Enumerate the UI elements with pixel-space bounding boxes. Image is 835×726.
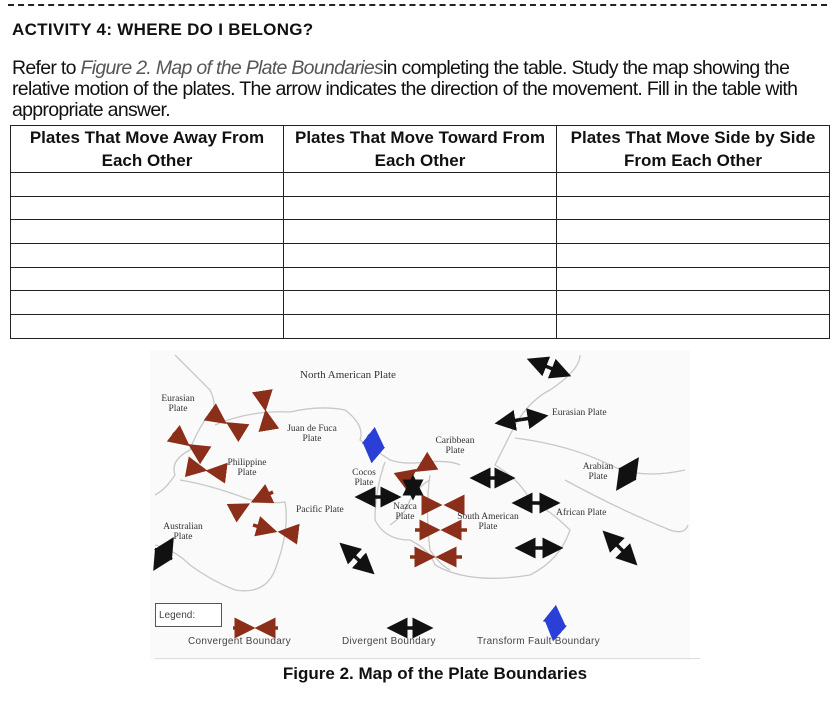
label-cocos: Cocos Plate: [352, 468, 376, 488]
label-north-american: North American Plate: [300, 369, 396, 381]
answer-cell[interactable]: [557, 291, 830, 315]
label-eurasian-right: Eurasian Plate: [552, 408, 607, 418]
legend-divergent: Divergent Boundary: [342, 636, 436, 647]
convergent-arrow-icon: [254, 492, 273, 501]
answer-cell[interactable]: [11, 315, 284, 339]
transform-arrow-icon: [368, 435, 382, 446]
answer-cell[interactable]: [284, 315, 557, 339]
convergent-arrow-icon: [229, 424, 242, 432]
label-arabian: Arabian Plate: [582, 462, 614, 482]
header-toward: Plates That Move Toward From Each Other: [284, 126, 557, 173]
convergent-arrow-icon: [173, 433, 187, 444]
convergent-arrow-icon: [418, 465, 426, 470]
label-african: African Plate: [556, 508, 607, 518]
answer-cell[interactable]: [557, 267, 830, 291]
answer-cell[interactable]: [557, 196, 830, 220]
divergent-arrow-icon: [605, 533, 620, 548]
map-drawing: [150, 350, 690, 660]
label-caribbean: Caribbean Plate: [435, 436, 475, 456]
answer-cell[interactable]: [11, 173, 284, 197]
legend-title: Legend:: [155, 603, 222, 627]
divergent-arrow-icon: [498, 420, 522, 424]
answer-cell[interactable]: [11, 244, 284, 268]
label-australian: Australian Plate: [163, 522, 203, 542]
legend-convergent: Convergent Boundary: [188, 636, 291, 647]
legend-transform: Transform Fault Boundary: [477, 636, 600, 647]
answer-table: [10, 125, 830, 339]
table-row: [11, 315, 830, 339]
answer-cell[interactable]: [11, 220, 284, 244]
divergent-arrow-icon: [155, 554, 164, 568]
transform-arrow-icon: [553, 616, 563, 624]
convergent-arrow-icon: [263, 395, 265, 408]
divergent-arrow-icon: [164, 540, 173, 554]
figure-caption: Figure 2. Map of the Plate Boundaries: [282, 664, 588, 683]
table-row: [11, 267, 830, 291]
convergent-arrow-icon: [281, 532, 297, 534]
answer-cell[interactable]: [557, 220, 830, 244]
answer-cell[interactable]: [284, 244, 557, 268]
answer-cell[interactable]: [11, 196, 284, 220]
label-south-american: South American Plate: [457, 512, 519, 532]
convergent-arrow-icon: [406, 471, 414, 477]
answer-cell[interactable]: [284, 173, 557, 197]
answer-cell[interactable]: [11, 267, 284, 291]
divergent-arrow-icon: [357, 559, 372, 573]
table-row: [11, 244, 830, 268]
transform-arrow-icon: [547, 622, 556, 630]
table-row: [11, 196, 830, 220]
convergent-arrow-icon: [253, 525, 274, 531]
convergent-arrow-icon: [232, 505, 247, 513]
label-philippine: Philippine Plate: [227, 458, 267, 478]
instructions-suffix: in completing the table. Study the map showing the relative motion of the plates. The arrow indicates the direction of the movement. Fill in the table with appropriate answer.: [12, 57, 798, 121]
divergent-arrow-icon: [530, 360, 549, 368]
instructions-prefix: Refer to: [12, 57, 81, 79]
answer-cell[interactable]: [557, 244, 830, 268]
answer-cell[interactable]: [284, 220, 557, 244]
answer-cell[interactable]: [284, 291, 557, 315]
divergent-arrow-icon: [342, 545, 357, 559]
caption-divider: [155, 658, 700, 659]
label-pacific: Pacific Plate: [296, 505, 344, 515]
label-nazca: Nazca Plate: [393, 502, 417, 522]
answer-cell[interactable]: [557, 173, 830, 197]
answer-cell[interactable]: [284, 267, 557, 291]
divergent-arrow-icon: [618, 474, 628, 488]
transform-arrow-icon: [365, 444, 378, 455]
header-side: Plates That Move Side by Side From Each Other: [557, 126, 830, 173]
table-row: [11, 220, 830, 244]
header-away: Plates That Move Away From Each Other: [11, 126, 284, 173]
convergent-arrow-icon: [191, 446, 202, 453]
activity-title: ACTIVITY 4: WHERE DO I BELONG?: [12, 20, 314, 39]
answer-cell[interactable]: [284, 196, 557, 220]
plate-boundary-map: [150, 350, 690, 660]
figure-reference: Figure 2. Map of the Plate Boundaries: [80, 57, 384, 79]
table-row: [11, 173, 830, 197]
convergent-arrow-icon: [210, 412, 224, 422]
divergent-arrow-icon: [549, 368, 568, 376]
answer-cell[interactable]: [557, 315, 830, 339]
label-eurasian-left: Eurasian Plate: [161, 394, 195, 414]
convergent-arrow-icon: [188, 467, 204, 470]
table-row: [11, 291, 830, 315]
convergent-arrow-icon: [266, 413, 268, 425]
divider: [8, 4, 827, 6]
label-juan-de-fuca: Juan de Fuca Plate: [287, 424, 337, 444]
divergent-arrow-icon: [522, 416, 546, 420]
answer-cell[interactable]: [11, 291, 284, 315]
divergent-arrow-icon: [620, 548, 635, 563]
instructions: [12, 58, 832, 121]
